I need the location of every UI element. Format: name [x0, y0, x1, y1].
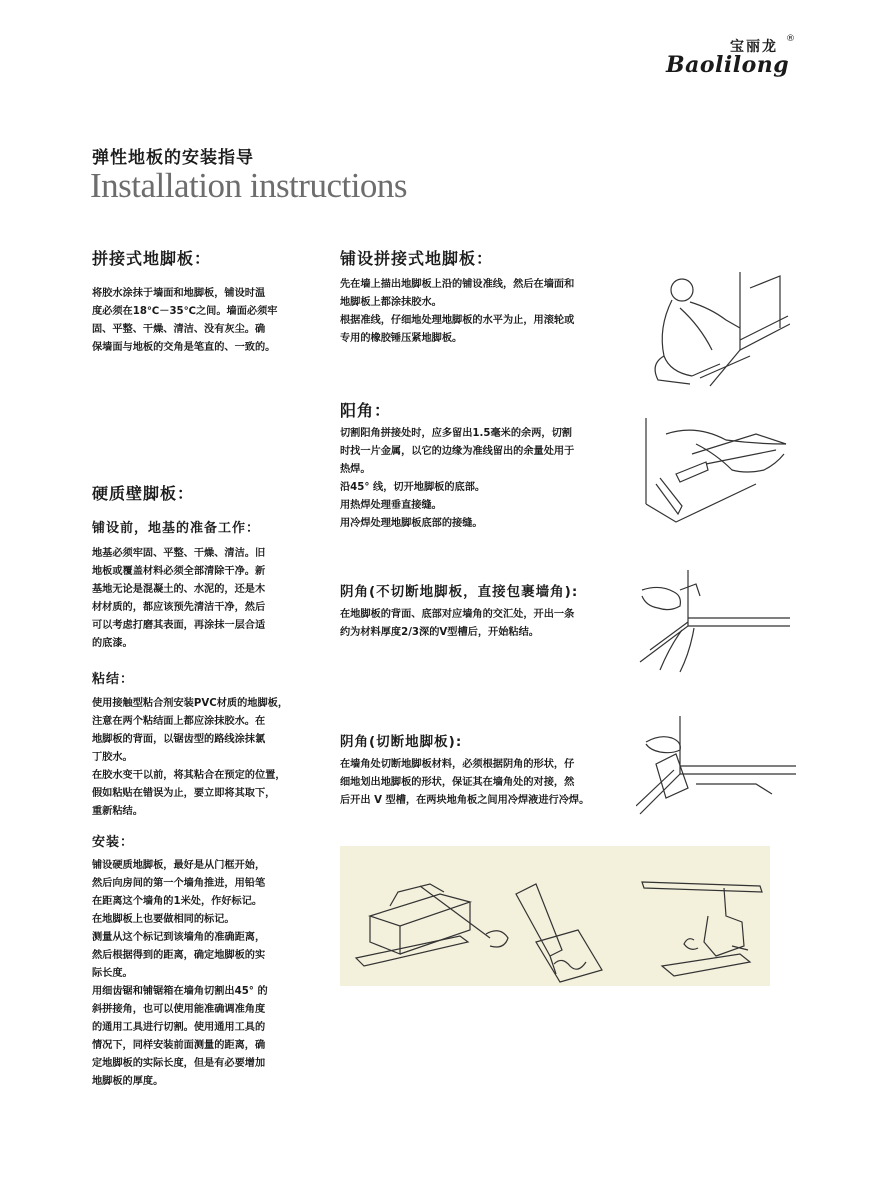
text-line: 时找一片金属，以它的边缘为准线留出的余量处用于: [340, 446, 575, 457]
text-line: 用冷焊处理地脚板底部的接缝。: [340, 518, 483, 529]
section-heading-outer-corner: 阳角：: [340, 401, 392, 420]
text-line: 在地脚板的背面、底部对应墙角的交汇处，开出一条: [340, 609, 575, 620]
outer-corner-cutting-illustration: [636, 414, 796, 526]
text-line: 地脚板的背面，以锯齿型的路线涂抹氯: [92, 734, 266, 745]
paragraph-outer-corner: [340, 425, 630, 533]
section-heading-inner-corner-wrap: 阴角(不切断地脚板，直接包裹墙角):: [340, 584, 579, 600]
worker-pressing-skirting-illustration: [640, 268, 790, 390]
text-line: 切割阳角拼接处时，应多留出1.5毫米的余两，切割: [340, 428, 572, 439]
text-line: 在胶水变干以前，将其粘合在预定的位置，: [92, 770, 286, 781]
text-line: 在距离这个墙角的1米处，作好标记。: [92, 896, 263, 907]
text-line: 约为材料厚度2/3深的V型槽后，开始粘结。: [340, 627, 539, 638]
text-line: 在地脚板上也要做相同的标记。: [92, 914, 235, 925]
page-title-chinese: 弹性地板的安装指导: [92, 148, 254, 168]
paragraph-inner-corner-wrap: [340, 606, 630, 642]
text-line: 细地划出地脚板的形状，保证其在墙角处的对接，然: [340, 777, 575, 788]
tools-illustration-panel: [340, 846, 770, 986]
text-line: 根据准线，仔细地处理地脚板的水平为止，用滚轮或: [340, 315, 575, 326]
subheading-installation: 安装：: [92, 835, 135, 850]
text-line: 际长度。: [92, 968, 133, 979]
text-line: 定地脚板的实际长度，但是有必要增加: [92, 1058, 266, 1069]
text-line: 在墙角处切断地脚板材料，必须根据阴角的形状，仔: [340, 759, 575, 770]
text-line: 保墙面与地板的交角是笔直的、一致的。: [92, 342, 276, 353]
tools-illustration: [340, 846, 770, 986]
text-line: 假如粘贴在错误为止，要立即将其取下，: [92, 788, 276, 799]
paragraph-bonding: [92, 695, 314, 821]
text-line: 沿45° 线，切开地脚板的底部。: [340, 482, 486, 493]
logo-english-name: Baolilong: [666, 52, 790, 78]
text-line: 地脚板上都涂抹胶水。: [340, 297, 442, 308]
text-line: 用热焊处理垂直接缝。: [340, 500, 442, 511]
section-heading-spliced-skirting: 拼接式地脚板：: [92, 249, 212, 268]
paragraph-laying-spliced: [340, 276, 630, 348]
paragraph-spliced-skirting: [92, 285, 314, 357]
section-heading-laying-spliced: 铺设拼接式地脚板：: [340, 249, 494, 268]
corner-cutter-illustration: [642, 882, 762, 976]
text-line: 将胶水涂抹于墙面和地脚板，铺设时温: [92, 288, 266, 299]
text-line: 可以考虑打磨其表面，再涂抹一层合适: [92, 620, 266, 631]
seam-gun-illustration: [516, 884, 602, 982]
text-line: 丁胶水。: [92, 752, 133, 763]
paragraph-inner-corner-cut: [340, 756, 630, 810]
text-line: 先在墙上描出地脚板上沿的铺设准线，然后在墙面和: [340, 279, 575, 290]
section-heading-rigid-skirting: 硬质壁脚板：: [92, 484, 195, 503]
subheading-preparation: 铺设前，地基的准备工作：: [92, 521, 261, 536]
page-title-english: Installation instructions: [90, 166, 408, 205]
registered-mark: ®: [786, 34, 795, 44]
text-line: 地基必须牢固、平整、干燥、清洁。旧: [92, 548, 266, 559]
text-line: 热焊。: [340, 464, 371, 475]
section-heading-inner-corner-cut: 阴角(切断地脚板):: [340, 734, 463, 750]
paragraph-installation: [92, 857, 314, 1091]
subheading-bonding: 粘结：: [92, 672, 135, 687]
text-line: 注意在两个粘结面上都应涂抹胶水。在: [92, 716, 266, 727]
text-line: 固、平整、干燥、清洁、没有灰尘。确: [92, 324, 266, 335]
text-line: 情况下，同样安装前面测量的距离，确: [92, 1040, 266, 1051]
brand-logo: [666, 30, 796, 90]
text-line: 然后根据得到的距离，确定地脚板的实: [92, 950, 266, 961]
inner-corner-cut-illustration: [636, 714, 796, 826]
text-line: 测量从这个标记到该墙角的准确距离，: [92, 932, 266, 943]
text-line: 然后向房间的第一个墙角推进，用铅笔: [92, 878, 266, 889]
text-line: 地板或覆盖材料必须全部清除干净。新: [92, 566, 266, 577]
text-line: 地脚板的厚度。: [92, 1076, 164, 1087]
logo-chinese-name: 宝丽龙: [730, 39, 778, 55]
text-line: 材材质的，都应该预先清洁干净，然后: [92, 602, 266, 613]
text-line: 重新粘结。: [92, 806, 143, 817]
text-line: 度必须在18℃－35℃之间。墙面必须牢: [92, 306, 278, 317]
text-line: 后开出 V 型槽，在两块地角板之间用冷焊液进行冷焊。: [340, 795, 590, 806]
text-line: 的底漆。: [92, 638, 133, 649]
text-line: 的通用工具进行切割。使用通用工具的: [92, 1022, 266, 1033]
text-line: 斜拼接角，也可以使用能准确调准角度: [92, 1004, 266, 1015]
text-line: 基地无论是混凝土的、水泥的，还是木: [92, 584, 266, 595]
text-line: 专用的橡胶锤压紧地脚板。: [340, 333, 463, 344]
text-line: 铺设硬质地脚板，最好是从门框开始，: [92, 860, 266, 871]
inner-corner-wrap-illustration: [630, 566, 790, 676]
miter-box-saw-illustration: [356, 884, 508, 966]
paragraph-preparation: [92, 545, 314, 653]
text-line: 用细齿锯和铺锯箱在墙角切割出45° 的: [92, 986, 268, 997]
text-line: 使用接触型粘合剂安装PVC材质的地脚板，: [92, 698, 289, 709]
